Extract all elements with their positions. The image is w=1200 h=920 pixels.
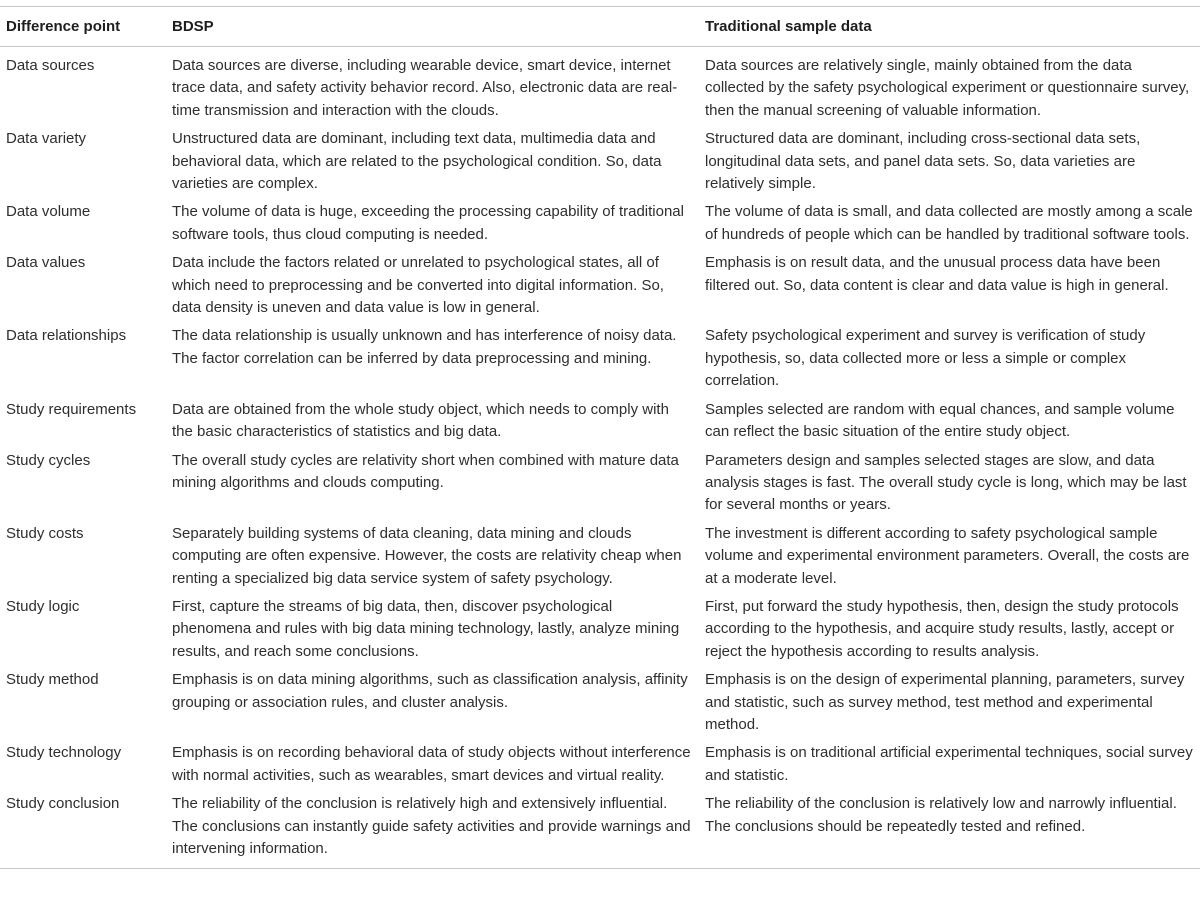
cell-difference-point: Study costs — [6, 524, 84, 542]
cell-bdsp: Data are obtained from the whole study object, which needs to comply with the basic characteristics of statistics and big data. — [172, 400, 669, 441]
cell-bdsp: The reliability of the conclusion is relatively high and extensively influential. The conclusions can instantly guide safety activities and provide warnings and intervening information. — [172, 795, 691, 857]
cell-difference-point: Data relationships — [6, 327, 127, 345]
header-row — [0, 7, 1200, 47]
cell-difference-point: Study conclusion — [6, 795, 120, 813]
table-row — [0, 249, 1200, 322]
cell-traditional: The reliability of the conclusion is relatively low and narrowly influential. The conclusions should be repeatedly tested and refined. — [705, 795, 1177, 835]
comparison-table-container — [0, 6, 1200, 869]
table-row — [0, 198, 1200, 249]
cell-difference-point: Data volume — [6, 203, 91, 221]
cell-difference-point: Data variety — [6, 130, 87, 148]
cell-bdsp: Data include the factors related or unrelated to psychological states, all of which need to preprocessing and be converted into digital information. So, data density is uneven and data value is low in general. — [172, 254, 664, 317]
cell-bdsp: The data relationship is usually unknown and has interference of noisy data. The factor correlation can be inferred by data preprocessing and mining. — [172, 327, 677, 367]
cell-difference-point: Data values — [6, 254, 86, 272]
cell-traditional: Safety psychological experiment and survey is verification of study hypothesis, so, data collected more or less a simple or complex correlation. — [705, 327, 1146, 390]
cell-traditional: Data sources are relatively single, mainly obtained from the data collected by the safety psychological experiment or questionnaire survey, then the manual screening of valuable information. — [705, 57, 1190, 119]
cell-bdsp: Data sources are diverse, including wearable device, smart device, internet trace data, and safety activity behavior record. Also, electronic data are real-time transmission and interaction with the clouds. — [172, 57, 678, 119]
cell-difference-point: Study requirements — [6, 400, 137, 418]
cell-difference-point: Study technology — [6, 744, 122, 762]
cell-bdsp: First, capture the streams of big data, then, discover psychological phenomena and rules with big data mining technology, lastly, analyze mining results, and reach some conclusions. — [172, 597, 680, 660]
table-row — [0, 520, 1200, 593]
cell-difference-point: Data sources — [6, 57, 95, 74]
table-body — [0, 47, 1200, 869]
cell-bdsp: Emphasis is on data mining algorithms, such as classification analysis, affinity grouping or association rules, and cluster analysis. — [172, 671, 688, 711]
table-row — [0, 322, 1200, 395]
cell-traditional: The investment is different according to safety psychological sample volume and experimental environment parameters. Overall, the costs are at a moderate level. — [705, 524, 1190, 587]
cell-difference-point: Study cycles — [6, 451, 91, 469]
table-row — [0, 447, 1200, 520]
header-difference-point: Difference point — [6, 17, 121, 35]
cell-traditional: Emphasis is on traditional artificial experimental techniques, social survey and statistic. — [705, 744, 1193, 784]
header-traditional-sample-data: Traditional sample data — [705, 17, 872, 35]
table-row — [0, 739, 1200, 790]
cell-traditional: The volume of data is small, and data collected are mostly among a scale of hundreds of people which can be handled by traditional software tools. — [705, 203, 1193, 243]
cell-traditional: Samples selected are random with equal chances, and sample volume can reflect the basic situation of the entire study object. — [705, 400, 1175, 441]
header-bdsp: BDSP — [172, 17, 214, 35]
cell-traditional: Structured data are dominant, including cross-sectional data sets, longitudinal data sets, and panel data sets. So, data varieties are relatively simple. — [705, 130, 1141, 193]
cell-traditional: Emphasis is on the design of experimental planning, parameters, survey and statistic, such as survey method, test method and experimental method. — [705, 671, 1185, 733]
cell-traditional: Parameters design and samples selected stages are slow, and data analysis stages is fast. The overall study cycle is long, which may be last for several months or years. — [705, 451, 1187, 514]
table-header — [0, 7, 1200, 47]
cell-bdsp: The overall study cycles are relativity short when combined with mature data mining algorithms and clouds computing. — [172, 451, 679, 491]
table-row — [0, 666, 1200, 739]
table-row — [0, 125, 1200, 198]
cell-difference-point: Study method — [6, 671, 99, 689]
cell-bdsp: Emphasis is on recording behavioral data of study objects without interference with normal activities, such as wearables, smart devices and virtual reality. — [172, 744, 691, 784]
comparison-table — [0, 6, 1200, 869]
cell-bdsp: Separately building systems of data cleaning, data mining and clouds computing are often expensive. However, the costs are relativity cheap when renting a specialized big data service system of safety psychology. — [172, 524, 682, 587]
table-row — [0, 47, 1200, 126]
table-row — [0, 593, 1200, 666]
table-row — [0, 790, 1200, 869]
cell-traditional: Emphasis is on result data, and the unusual process data have been filtered out. So, data content is clear and data value is high in general. — [705, 254, 1169, 294]
cell-bdsp: The volume of data is huge, exceeding the processing capability of traditional software tools, thus cloud computing is needed. — [172, 203, 684, 243]
cell-difference-point: Study logic — [6, 597, 80, 615]
cell-bdsp: Unstructured data are dominant, including text data, multimedia data and behavioral data, which are related to the psychological condition. So, data varieties are complex. — [172, 130, 662, 193]
table-row — [0, 396, 1200, 447]
cell-traditional: First, put forward the study hypothesis, then, design the study protocols according to the hypothesis, and acquire study results, lastly, accept or reject the hypothesis according to results analysis. — [705, 597, 1179, 660]
